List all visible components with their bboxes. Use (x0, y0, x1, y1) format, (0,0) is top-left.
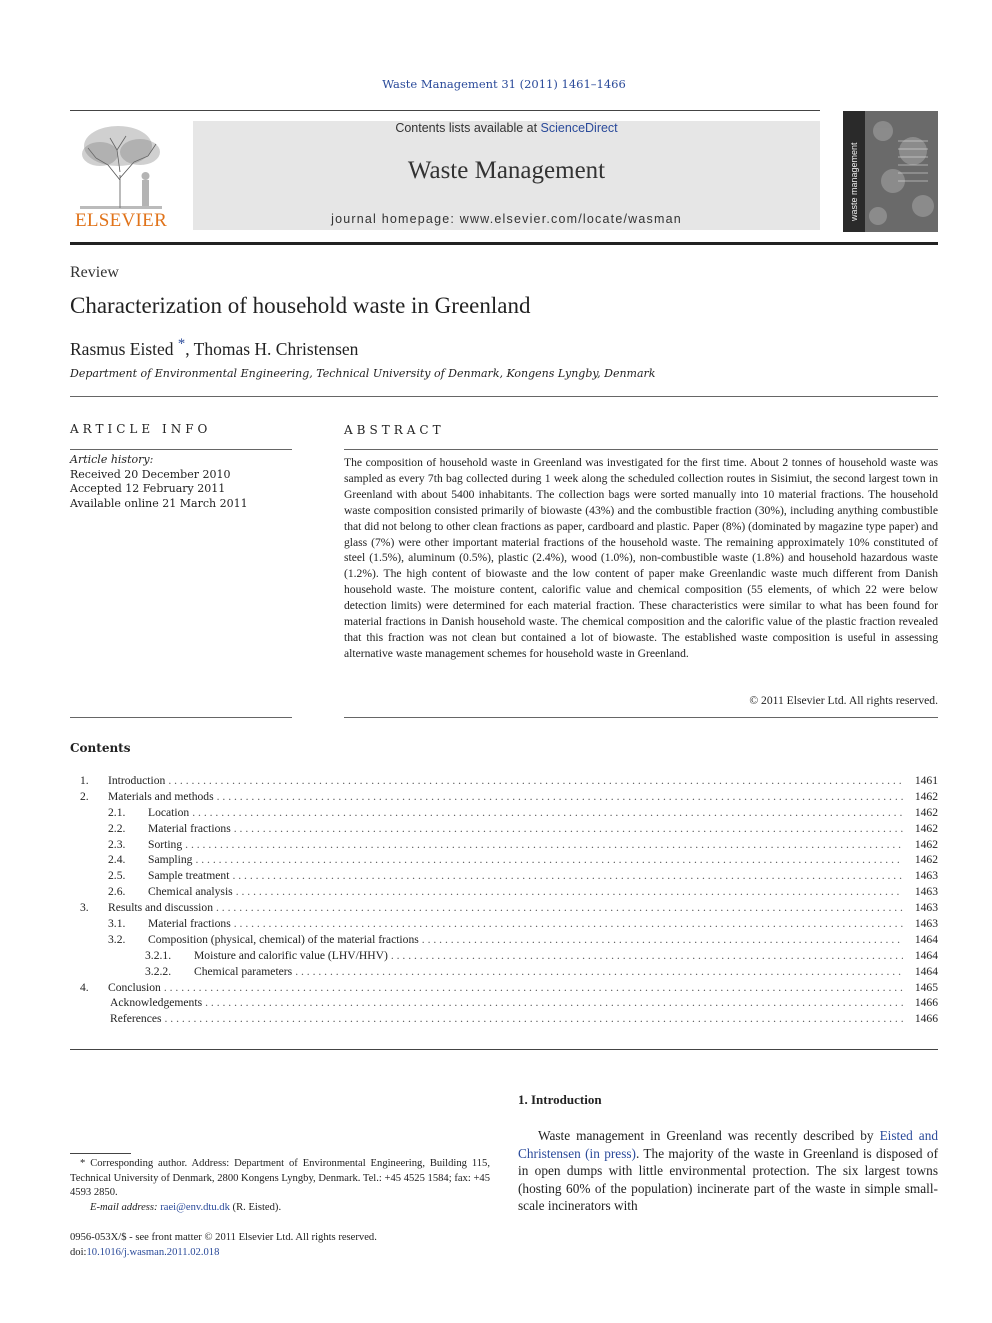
toc-number: 2.4. (108, 853, 126, 867)
footnote-text: Corresponding author. Address: Department of Environmental Engineering, Building 115, Technical University of Denmark, 2800 Kongens Lyngby, Denmark. Tel.: +45 4525 1584; fax: +45 4593 2850. (70, 1158, 491, 1199)
contents-heading: Contents (70, 741, 131, 755)
toc-page-number: 1463 (914, 869, 938, 883)
author-1[interactable]: Rasmus Eisted (70, 338, 174, 359)
toc-leader-dots (232, 868, 903, 884)
header-divider (70, 110, 820, 111)
toc-page-number: 1466 (914, 996, 938, 1010)
toc-entry[interactable] (70, 964, 938, 980)
toc-leader-dots (216, 900, 903, 916)
tree-icon (70, 120, 172, 212)
cover-art-icon (843, 111, 938, 232)
article-title: Characterization of household waste in Greenland (70, 293, 531, 318)
toc-title[interactable]: References (110, 1011, 165, 1027)
toc-page-number: 1464 (914, 948, 938, 962)
toc-number: 2. (80, 789, 89, 803)
contents-available (193, 121, 820, 135)
toc-page-number: 1465 (914, 980, 938, 994)
toc-leader-dots (205, 995, 903, 1011)
toc-title[interactable]: Conclusion (108, 980, 164, 996)
toc-leader-dots (422, 932, 903, 948)
toc-leader-dots (234, 916, 903, 932)
abstract-bottom-divider (344, 717, 938, 718)
toc-page-number: 1463 (914, 917, 938, 931)
toc-number: 3.2.1. (145, 948, 172, 962)
toc-title[interactable]: Material fractions (148, 821, 234, 837)
abstract-text: The composition of household waste in Greenland was investigated for the first time. About 2 tonnes of household waste was sampled as every 7th bag collected during 1 week along the scheduled collection routes in Sisimiut, the second largest town in Greenland with about 5400 inhabitants. The collection bags were sorted manually into 10 material fractions. The household waste composition consisted primarily of biowaste (43%) and the combustible fraction (30%), including anything combustible that did not belong to other clean fractions as paper, cardboard and plastic. Paper (8%) (dominated by magazine type paper) and glass (7%) were other important material fractions of the household waste. The remaining approximately 10% constituted of steel (1.5%), aluminum (0.5%), plastic (2.4%), wood (1.0%), non-combustible waste (1.8%) and household hazardous waste (1.2%). The high content of biowaste and the low content of paper make Greenlandic waste much different from Danish household waste. The moisture content, calorific value and chemical composition (55 elements, of which 22 were below detection limits) were determined for each material fraction. These characteristics were similar to what has been found for material fractions in Danish household waste. The chemical composition and the calorific value of the plastic fraction revealed that this fraction was not clean but contained a lot of biowaste. The established waste composition is useful in assessing alternative waste management schemes for household waste in Greenland. (344, 456, 938, 660)
toc-leader-dots (295, 964, 903, 980)
toc-leader-dots (234, 821, 903, 837)
toc-leader-dots (192, 805, 903, 821)
abstract-copyright: © 2011 Elsevier Ltd. All rights reserved. (749, 694, 938, 707)
intro-text-rest: . The majority of the waste in Greenland is disposed of in open dumps with little environmental protection. The six largest towns (hosting 60% of the population) incinerate part of the waste in simple small-scale incinerators with (518, 1145, 938, 1214)
toc-page-number: 1461 (914, 774, 938, 787)
title-divider (70, 396, 938, 397)
toc-page-number: 1463 (914, 885, 938, 899)
doi-link[interactable]: 10.1016/j.wasman.2011.02.018 (86, 1246, 220, 1258)
toc-page-number: 1462 (914, 853, 938, 867)
abstract-heading: ABSTRACT (344, 423, 445, 437)
author-2[interactable]: Thomas H. Christensen (193, 338, 359, 359)
toc-entry[interactable] (70, 916, 938, 932)
toc-title[interactable]: Sampling (148, 852, 195, 868)
toc-leader-dots (236, 884, 903, 900)
author-list (70, 336, 358, 360)
toc-page-number: 1466 (914, 1012, 938, 1026)
toc-entry[interactable] (70, 948, 938, 964)
publication-info (70, 1231, 377, 1260)
toc-number: 2.5. (108, 869, 126, 883)
toc-title[interactable]: Materials and methods (108, 789, 217, 805)
toc-title[interactable]: Sample treatment (148, 868, 232, 884)
toc-entry[interactable] (70, 932, 938, 948)
toc-entry[interactable] (70, 837, 938, 853)
toc-leader-dots (164, 980, 903, 996)
contents-bottom-divider (70, 1049, 938, 1050)
toc-number: 3.1. (108, 917, 126, 931)
toc-leader-dots (195, 852, 903, 868)
article-section-type: Review (70, 264, 119, 281)
toc-leader-dots (217, 789, 903, 805)
journal-title: Waste Management (407, 157, 606, 184)
journal-citation[interactable]: Waste Management 31 (2011) 1461–1466 (382, 77, 626, 91)
sciencedirect-link[interactable]: ScienceDirect (540, 121, 618, 135)
toc-number: 4. (80, 980, 89, 994)
toc-number: 3.2.2. (145, 964, 172, 978)
toc-title[interactable]: Results and discussion (108, 900, 216, 916)
toc-title[interactable]: Composition (physical, chemical) of the material fractions (148, 932, 422, 948)
doi-label: doi: (70, 1246, 87, 1258)
toc-number: 1. (80, 774, 89, 787)
intro-text-start: Waste management in Greenland was recently described by (538, 1128, 880, 1143)
toc-entry[interactable] (70, 980, 938, 996)
toc-number: 3.2. (108, 932, 126, 946)
toc-entry[interactable] (70, 789, 938, 805)
journal-homepage (193, 212, 820, 226)
introduction-heading: 1. Introduction (518, 1092, 602, 1107)
email-link[interactable]: raei@env.dtu.dk (160, 1201, 230, 1213)
cover-title: waste management (849, 142, 859, 221)
article-info-divider (70, 449, 292, 450)
email-label: E-mail address: (90, 1201, 158, 1213)
toc-title[interactable]: Sorting (148, 837, 185, 853)
toc-title[interactable]: Material fractions (148, 916, 234, 932)
corresponding-author-footnote (70, 1157, 490, 1215)
accepted-date: Accepted 12 February 2011 (70, 482, 226, 496)
toc-page-number: 1462 (914, 805, 938, 819)
toc-entry[interactable] (70, 852, 938, 868)
table-of-contents (70, 773, 938, 1027)
toc-entry[interactable] (70, 868, 938, 884)
toc-leader-dots (168, 773, 903, 789)
author-separator: , (185, 338, 194, 359)
contents-prefix: Contents lists available at (395, 121, 541, 135)
email-suffix: (R. Eisted). (229, 1201, 282, 1213)
affiliation: Department of Environmental Engineering, Technical University of Denmark, Kongens Lyngby, Denmark (70, 367, 656, 380)
toc-leader-dots (185, 837, 903, 853)
journal-cover-image (843, 111, 938, 232)
toc-title[interactable]: Introduction (108, 773, 168, 789)
online-date: Available online 21 March 2011 (70, 496, 248, 510)
toc-title[interactable]: Chemical parameters (194, 964, 295, 980)
toc-entry[interactable] (70, 995, 938, 1011)
toc-page-number: 1462 (914, 821, 938, 835)
toc-entry[interactable] (70, 821, 938, 837)
toc-title[interactable]: Acknowledgements (110, 995, 205, 1011)
received-date: Received 20 December 2010 (70, 467, 231, 481)
toc-number: 2.1. (108, 805, 126, 819)
issn-line: 0956-053X/$ - see front matter © 2011 Elsevier Ltd. All rights reserved. (70, 1232, 377, 1243)
toc-page-number: 1462 (914, 789, 938, 803)
toc-entry[interactable] (70, 900, 938, 916)
elsevier-wordmark: ELSEVIER (74, 210, 168, 231)
article-history (70, 453, 248, 511)
history-label: Article history: (70, 453, 154, 466)
toc-title[interactable]: Chemical analysis (148, 884, 236, 900)
toc-number: 2.3. (108, 837, 126, 851)
introduction-text (518, 1127, 938, 1215)
toc-entry[interactable] (70, 773, 938, 789)
footnote-mark: * (80, 1158, 86, 1169)
homepage-prefix: journal homepage: (331, 212, 460, 226)
abstract-divider (344, 449, 938, 450)
corresponding-author-mark[interactable]: * (177, 336, 186, 352)
toc-leader-dots (165, 1011, 904, 1027)
toc-page-number: 1462 (914, 837, 938, 851)
footnote-divider (70, 1153, 131, 1154)
toc-page-number: 1464 (914, 932, 938, 946)
toc-title[interactable]: Moisture and calorific value (LHV/HHV) (194, 948, 391, 964)
toc-entry[interactable] (70, 1011, 938, 1027)
toc-number: 3. (80, 901, 89, 915)
toc-leader-dots (391, 948, 903, 964)
toc-title[interactable]: Location (148, 805, 192, 821)
toc-entry[interactable] (70, 805, 938, 821)
header-thick-divider (70, 242, 938, 245)
toc-page-number: 1463 (914, 901, 938, 915)
toc-page-number: 1464 (914, 964, 938, 978)
article-info-heading: ARTICLE INFO (70, 422, 212, 436)
homepage-url[interactable]: www.elsevier.com/locate/wasman (459, 212, 682, 226)
toc-number: 2.2. (108, 821, 126, 835)
toc-entry[interactable] (70, 884, 938, 900)
citation-link[interactable]: Eisted and Christensen (in press) (518, 1128, 938, 1161)
article-info-bottom-divider (70, 717, 292, 718)
toc-number: 2.6. (108, 885, 126, 899)
